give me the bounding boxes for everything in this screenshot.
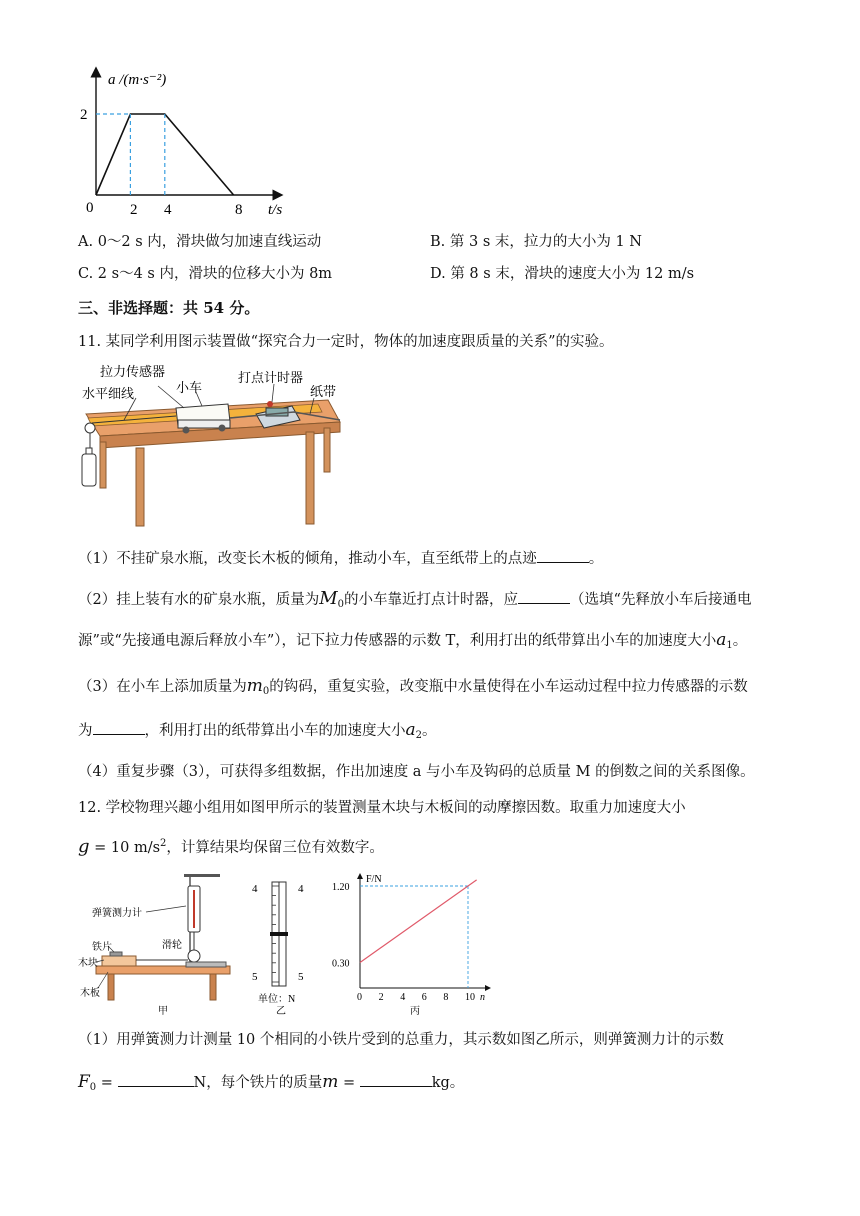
yi-bottom-right: 5 xyxy=(298,971,304,983)
q11-part2-line1: （2）挂上装有水的矿泉水瓶，质量为$M_0$的小车靠近打点计时器，应 （选填“先释放小车后接通电 xyxy=(78,588,752,610)
q11-apparatus-figure xyxy=(78,362,348,532)
q12-stem-line1: 12. 学校物理兴趣小组用如图甲所示的装置测量木块与木板间的动摩擦因数。取重力加速度大小 xyxy=(78,800,686,816)
label-cart: 小车 xyxy=(176,380,203,395)
option-c[interactable]: C. 2 s～4 s 内，滑块的位移大小为 8m xyxy=(78,266,333,282)
yi-top-right: 4 xyxy=(298,883,304,895)
bing-xtick: 6 xyxy=(421,992,427,1003)
yi-bottom-left: 5 xyxy=(252,971,258,983)
q11-part1: （1）不挂矿泉水瓶，改变长木板的倾角，推动小车，直至纸带上的点迹 。 xyxy=(78,548,603,569)
jia-spring-label: 弹簧测力计 xyxy=(92,908,142,919)
bing-xtick: 10 xyxy=(465,992,475,1003)
a-t-xtick-2: 2 xyxy=(130,202,138,218)
bing-caption: 丙 xyxy=(410,1006,420,1017)
q12-part1-line2: $F_0 = N$，每个铁片的质量m = kg。 xyxy=(78,1072,465,1093)
jia-block-label: 木块 xyxy=(78,958,98,969)
section-heading: 三、非选择题：共 54 分。 xyxy=(78,299,260,317)
option-d[interactable]: D. 第 8 s 末，滑块的速度大小为 12 m/s xyxy=(430,266,695,282)
q11-blank3[interactable] xyxy=(93,720,145,735)
q11-part4: （4）重复步骤（3），可获得多组数据，作出加速度 a 与小车及钩码的总质量 M 的倒数之间的关系图像。 xyxy=(78,764,755,780)
q11-part2-line2: 源”或“先接通电源后释放小车”），记下拉力传感器的示数 T，利用打出的纸带算出小车的加速度大小$a_1$。 xyxy=(78,630,748,651)
bing-xlabel: n xyxy=(480,992,485,1003)
a-t-xtick-8: 8 xyxy=(235,202,243,218)
a-t-ytick-2: 2 xyxy=(80,107,88,123)
bing-series-line xyxy=(360,880,477,963)
a-t-origin: 0 xyxy=(86,200,94,216)
option-a[interactable]: A. 0～2 s 内，滑块做匀加速直线运动 xyxy=(78,234,322,250)
jia-pulley-label: 滑轮 xyxy=(162,940,182,951)
q12-stem-line2: g = 10 $m/s^2$，计算结果均保留三位有效数字。 xyxy=(78,835,384,857)
a-t-series-line xyxy=(96,114,234,195)
a-t-xtick-4: 4 xyxy=(164,202,172,218)
label-sensor: 拉力传感器 xyxy=(100,364,166,379)
bing-ytick: 1.20 xyxy=(332,882,350,893)
q11-part3-line1: （3）在小车上添加质量为$m_0$的钩码，重复实验，改变瓶中水量使得在小车运动过程中拉力传感器的示数 xyxy=(78,676,748,697)
bing-xtick: 0 xyxy=(357,992,362,1003)
yi-top-left: 4 xyxy=(252,883,258,895)
q12-blank-F0[interactable] xyxy=(118,1072,194,1087)
yi-unit: 单位：N xyxy=(258,994,296,1005)
q11-stem: 11. 某同学利用图示装置做“探究合力一定时，物体的加速度跟质量的关系”的实验。 xyxy=(78,334,614,350)
q11-part3-line2: 为 ，利用打出的纸带算出小车的加速度大小$a_2$。 xyxy=(78,720,437,741)
a-t-xlabel: t/s xyxy=(268,202,283,218)
a-t-graph xyxy=(78,64,298,224)
bing-ytick: 0.30 xyxy=(332,958,350,970)
jia-board-label: 木板 xyxy=(80,988,100,999)
bing-xtick: 8 xyxy=(443,992,449,1003)
label-tape: 纸带 xyxy=(310,384,337,399)
jia-iron-label: 铁片 xyxy=(92,942,112,953)
yi-caption: 乙 xyxy=(276,1006,286,1017)
fig-yi xyxy=(246,878,316,1018)
bing-xtick: 4 xyxy=(400,992,406,1003)
q12-blank-m[interactable] xyxy=(360,1072,432,1087)
bing-xtick: 2 xyxy=(378,992,384,1003)
fig-bing xyxy=(330,868,500,1018)
option-b[interactable]: B. 第 3 s 末，拉力的大小为 1 N xyxy=(430,234,642,250)
jia-caption: 甲 xyxy=(158,1006,168,1017)
q11-blank2[interactable] xyxy=(518,589,570,604)
bing-ylabel: F/N xyxy=(366,874,382,885)
label-timer: 打点计时器 xyxy=(238,370,304,385)
label-thread: 水平细线 xyxy=(82,386,135,401)
q11-blank1[interactable] xyxy=(537,548,589,563)
fig-jia xyxy=(78,870,238,1020)
a-t-ylabel: a /(m·s⁻²) xyxy=(108,72,167,88)
q12-part1-line1: （1）用弹簧测力计测量 10 个相同的小铁片受到的总重力，其示数如图乙所示，则弹簧测力计的示数 xyxy=(78,1032,724,1048)
